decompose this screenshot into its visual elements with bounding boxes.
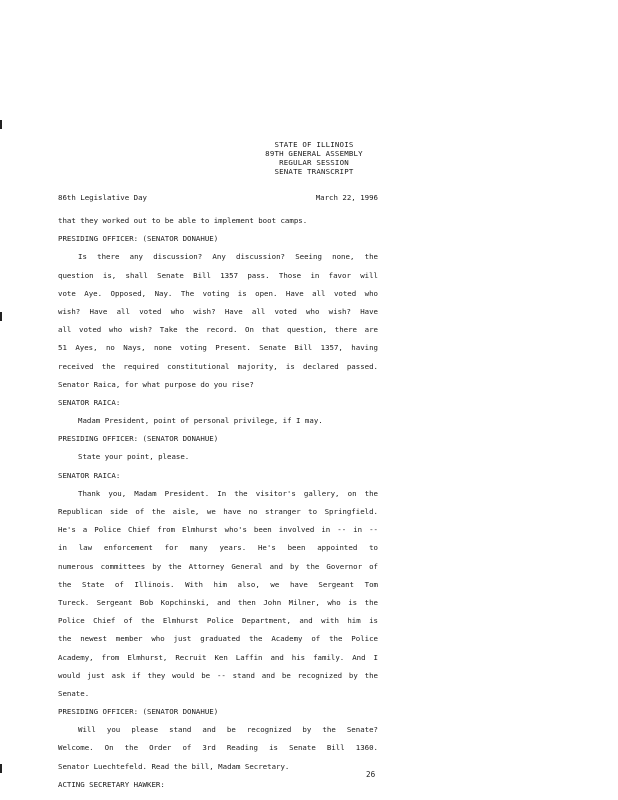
document-header	[0, 140, 618, 176]
transcript-line: Senator Luechtefeld. Read the bill, Madam Secretary.	[58, 761, 290, 771]
transcript-line: PRESIDING OFFICER: (SENATOR DONAHUE)	[58, 434, 219, 444]
margin-mark	[0, 312, 2, 321]
transcript-line: Republican side of the aisle, we have no stranger to Springfield.	[58, 507, 378, 516]
transcript-line: the newest member who just graduated the Academy of the Police	[58, 634, 378, 644]
transcript-body	[58, 216, 378, 798]
transcript-line: received the required constitutional majority, is declared passed.	[58, 361, 378, 371]
transcript-line: Senator Raica, for what purpose do you rise?	[58, 379, 254, 389]
legislative-day: 86th Legislative Day	[58, 193, 147, 202]
transcript-line: PRESIDING OFFICER: (SENATOR DONAHUE)	[58, 707, 219, 717]
transcript-line: Police Chief of the Elmhurst Police Department, and with him is	[58, 616, 378, 626]
transcript-line: Welcome. On the Order of 3rd Reading is Senate Bill 1360.	[58, 743, 378, 753]
transcript-line: 51 Ayes, no Nays, none voting Present. Senate Bill 1357, having	[58, 343, 378, 353]
transcript-line: vote Aye. Opposed, Nay. The voting is open. Have all voted who	[58, 288, 378, 298]
transcript-line: ACTING SECRETARY HAWKER:	[58, 779, 165, 789]
transcript-line: would just ask if they would be -- stand and be recognized by the	[58, 670, 378, 680]
transcript-line: SENATOR RAICA:	[58, 470, 121, 480]
transcript-line: all voted who wish? Take the record. On that question, there are	[58, 325, 378, 335]
transcript-line: Will you please stand and be recognized by the Senate?	[78, 725, 378, 735]
transcript-line: Madam President, point of personal privilege, if I may.	[78, 416, 323, 426]
transcript-line: Senate.	[58, 688, 90, 698]
transcript-line: Is there any discussion? Any discussion? Seeing none, the	[78, 252, 378, 262]
header-line: 89TH GENERAL ASSEMBLY	[265, 149, 363, 158]
transcript-line: wish? Have all voted who wish? Have all voted who wish? Have	[58, 306, 378, 316]
header-line: REGULAR SESSION	[279, 158, 349, 167]
header-line: SENATE TRANSCRIPT	[274, 167, 354, 176]
page-number: 26	[366, 770, 376, 779]
transcript-line: Tureck. Sergeant Bob Kopchinski, and then John Milner, who is the	[58, 597, 378, 607]
transcript-line: in law enforcement for many years. He's been appointed to	[58, 543, 378, 553]
transcript-line: PRESIDING OFFICER: (SENATOR DONAHUE)	[58, 234, 219, 244]
transcript-line: that they worked out to be able to implement boot camps.	[58, 216, 308, 225]
transcript-line: question is, shall Senate Bill 1357 pass. Those in favor will	[58, 270, 378, 280]
transcript-line: the State of Illinois. With him also, we have Sergeant Tom	[58, 579, 378, 589]
transcript-line: State your point, please.	[78, 452, 190, 462]
margin-mark	[0, 764, 2, 773]
session-date: March 22, 1996	[315, 193, 378, 202]
header-line: STATE OF ILLINOIS	[274, 140, 354, 149]
transcript-line: Academy, from Elmhurst, Recruit Ken Laffin and his family. And I	[58, 652, 378, 662]
margin-mark	[0, 120, 2, 129]
transcript-line: He's a Police Chief from Elmhurst who's been involved in -- in --	[58, 525, 378, 535]
transcript-line: SENATOR RAICA:	[58, 397, 121, 407]
transcript-line: Thank you, Madam President. In the visitor's gallery, on the	[78, 488, 378, 498]
legislative-day-line	[58, 193, 378, 202]
transcript-line: numerous committees by the Attorney General and by the Governor of	[58, 561, 378, 571]
